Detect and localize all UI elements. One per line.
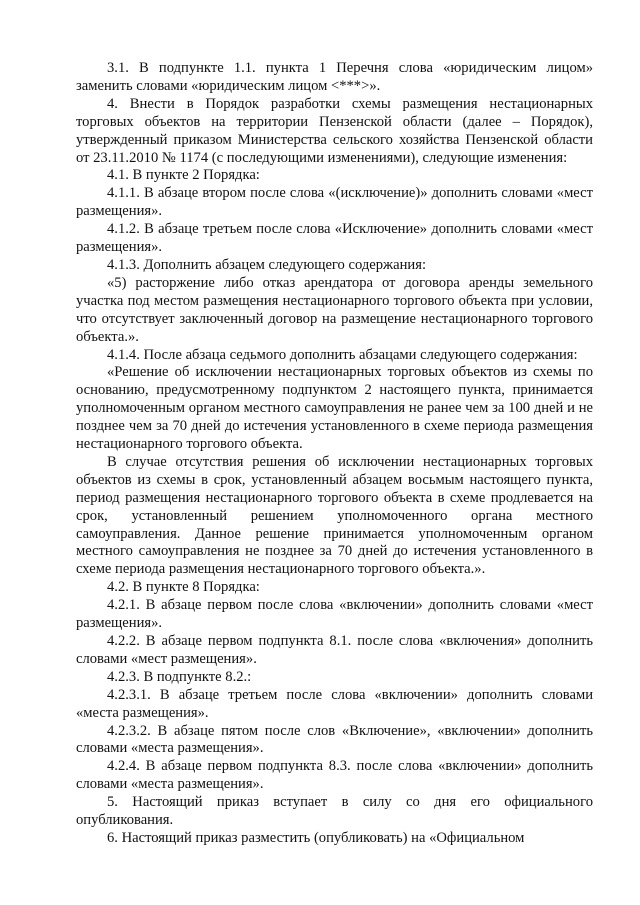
paragraph-3-1: 3.1. В подпункте 1.1. пункта 1 Перечня слова «юридическим лицом» заменить словами «юридическим лицом <***>».: [76, 60, 593, 94]
document-body: [76, 60, 593, 848]
paragraph-4: 4. Внести в Порядок разработки схемы размещения нестационарных торговых объектов на территории Пензенской области (далее – Порядок), утвержденный приказом Министерства сельского хозяйства Пензенской области от 23.11.2010 № 1174 (с последующими изменениями), следующие изменения:: [76, 95, 593, 166]
paragraph-4-1-4: 4.1.4. После абзаца седьмого дополнить абзацами следующего содержания:: [107, 346, 578, 363]
paragraph-4-1: 4.1. В пункте 2 Порядка:: [107, 167, 260, 184]
paragraph-6: 6. Настоящий приказ разместить (опубликовать) на «Официальном: [107, 829, 525, 846]
paragraph-4-1-3: 4.1.3. Дополнить абзацем следующего содержания:: [107, 256, 427, 273]
paragraph-4-1-1: 4.1.1. В абзаце втором после слова «(исключение)» дополнить словами «мест размещения».: [76, 185, 593, 220]
paragraph-quote-decision: «Решение об исключении нестационарных торговых объектов из схемы по основанию, предусмотренному подпунктом 2 настоящего пункта, принимается уполномоченным органом местного самоуправления не ранее чем за 100 дней и не позднее чем за 70 дней до истечения установленного в схеме периода размещения нестационарного торгового объекта.: [76, 364, 593, 453]
paragraph-quote-5: «5) расторжение либо отказ арендатора от договора аренды земельного участка под местом размещения нестационарного торгового объекта при условии, что отсутствует заключенный договор на размещение нестационарного торгового объекта.».: [76, 274, 593, 345]
paragraph-4-2-4: 4.2.4. В абзаце первом подпункта 8.3. после слова «включении» дополнить словами «места размещения».: [76, 758, 593, 793]
paragraph-5: 5. Настоящий приказ вступает в силу со дня его официального опубликования.: [76, 794, 593, 829]
paragraph-4-2-3: 4.2.3. В подпункте 8.2.:: [107, 668, 252, 685]
paragraph-4-2-3-1: 4.2.3.1. В абзаце третьем после слова «включении» дополнить словами «места размещения».: [76, 686, 593, 721]
paragraph-4-2-1: 4.2.1. В абзаце первом после слова «включении» дополнить словами «мест размещения».: [76, 597, 593, 632]
paragraph-4-2-2: 4.2.2. В абзаце первом подпункта 8.1. после слова «включения» дополнить словами «мест размещения».: [76, 633, 593, 667]
paragraph-quote-absence: В случае отсутствия решения об исключении нестационарных торговых объектов из схемы в срок, установленный абзацем восьмым настоящего пункта, период размещения нестационарного торгового объекта в схеме продлевается на срок, установленный решением уполномоченного органа местного самоуправления. Данное решение принимается уполномоченным органом местного самоуправления не позднее за 70 дней до истечения установленного в схеме периода размещения нестационарного торгового объекта.».: [76, 453, 593, 578]
paragraph-4-2-3-2: 4.2.3.2. В абзаце пятом после слов «Включение», «включении» дополнить словами «места размещения».: [76, 722, 593, 757]
paragraph-4-2: 4.2. В пункте 8 Порядка:: [107, 579, 260, 596]
paragraph-4-1-2: 4.1.2. В абзаце третьем после слова «Исключение» дополнить словами «мест размещения».: [76, 221, 593, 256]
